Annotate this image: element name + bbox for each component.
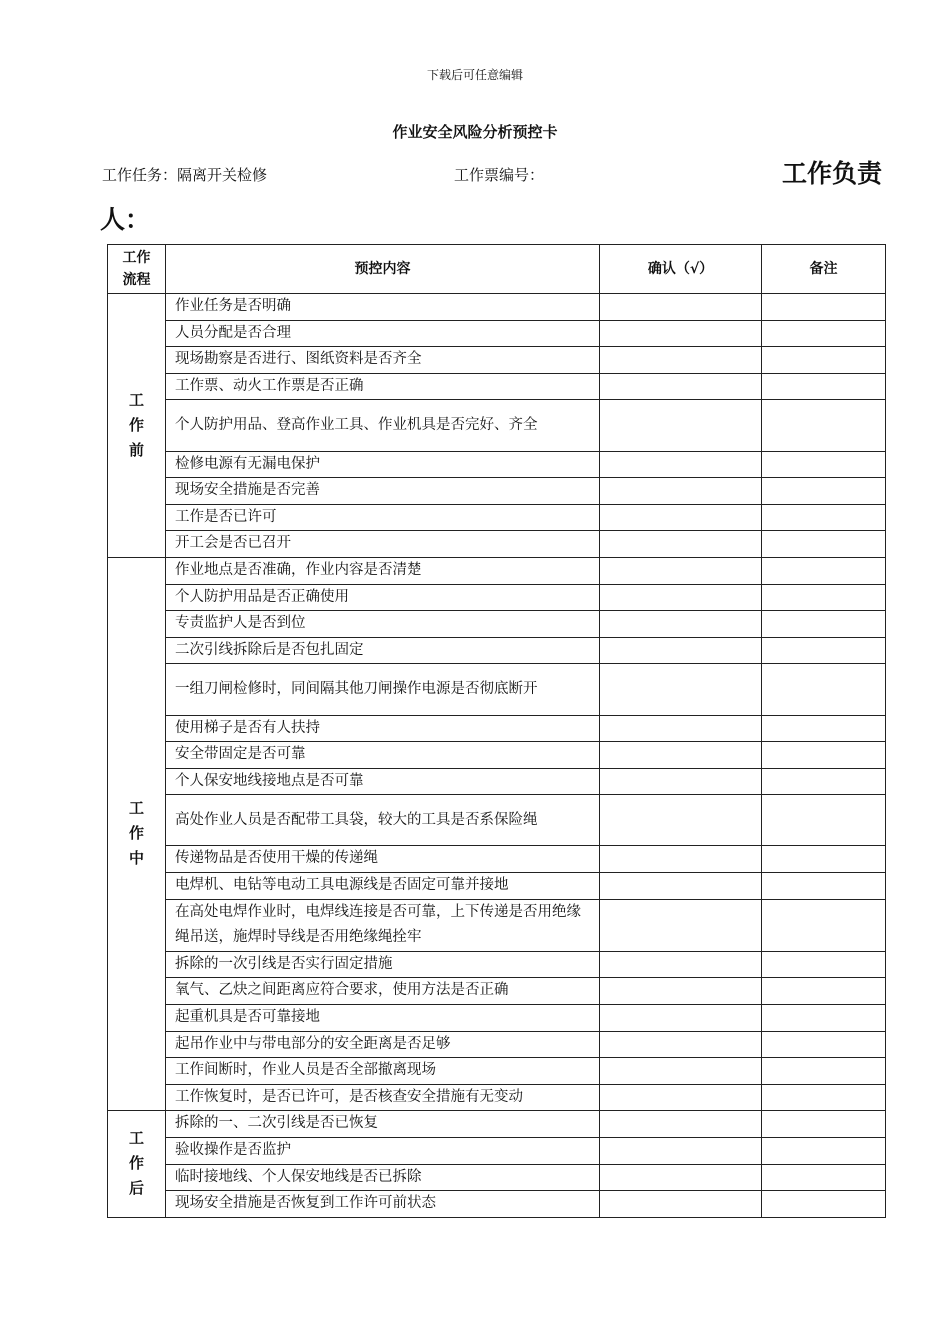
confirm-cell[interactable] xyxy=(600,373,762,400)
remark-cell[interactable] xyxy=(762,637,886,664)
remark-cell[interactable] xyxy=(762,451,886,478)
confirm-cell[interactable] xyxy=(600,795,762,846)
table-row xyxy=(108,715,886,742)
confirm-cell[interactable] xyxy=(600,768,762,795)
phase-before: 工作前 xyxy=(108,294,166,558)
table-row xyxy=(108,899,886,951)
control-item: 传递物品是否使用干燥的传递绳 xyxy=(166,846,600,873)
table-row xyxy=(108,664,886,715)
control-item: 氧气、乙炔之间距离应符合要求，使用方法是否正确 xyxy=(166,978,600,1005)
table-row xyxy=(108,846,886,873)
work-owner-label: 工作负责 xyxy=(781,159,882,188)
control-item: 个人保安地线接地点是否可靠 xyxy=(166,768,600,795)
header-content: 预控内容 xyxy=(166,245,600,294)
remark-cell[interactable] xyxy=(762,478,886,505)
table-row xyxy=(108,1005,886,1032)
table-row xyxy=(108,320,886,347)
control-item: 高处作业人员是否配带工具袋，较大的工具是否系保险绳 xyxy=(166,795,600,846)
table-header-row xyxy=(108,245,886,294)
remark-cell[interactable] xyxy=(762,504,886,531)
control-item: 现场安全措施是否恢复到工作许可前状态 xyxy=(166,1191,600,1218)
table-row xyxy=(108,611,886,638)
document-title: 作业安全风险分析预控卡 xyxy=(392,123,558,141)
confirm-cell[interactable] xyxy=(600,1164,762,1191)
table-row xyxy=(108,742,886,769)
table-row xyxy=(108,1111,886,1138)
confirm-cell[interactable] xyxy=(600,1031,762,1058)
remark-cell[interactable] xyxy=(762,873,886,900)
table-row xyxy=(108,294,886,321)
confirm-cell[interactable] xyxy=(600,478,762,505)
ticket-number-label: 工作票编号： xyxy=(454,166,545,184)
remark-cell[interactable] xyxy=(762,715,886,742)
control-item: 作业任务是否明确 xyxy=(166,294,600,321)
header-confirm: 确认（√） xyxy=(600,245,762,294)
remark-cell[interactable] xyxy=(762,320,886,347)
table-row xyxy=(108,1084,886,1111)
control-item: 起重机具是否可靠接地 xyxy=(166,1005,600,1032)
phase-after: 工作后 xyxy=(108,1111,166,1217)
table-row xyxy=(108,951,886,978)
work-task-label: 工作任务：隔离开关检修 xyxy=(102,166,268,184)
control-item: 工作是否已许可 xyxy=(166,504,600,531)
phase-during: 工作中 xyxy=(108,557,166,1110)
remark-cell[interactable] xyxy=(762,978,886,1005)
table-row xyxy=(108,795,886,846)
table-row xyxy=(108,451,886,478)
table-row xyxy=(108,768,886,795)
remark-cell[interactable] xyxy=(762,1058,886,1085)
control-item: 作业地点是否准确，作业内容是否清楚 xyxy=(166,557,600,584)
table-row xyxy=(108,1058,886,1085)
table-row xyxy=(108,557,886,584)
confirm-cell[interactable] xyxy=(600,899,762,951)
remark-cell[interactable] xyxy=(762,846,886,873)
remark-cell[interactable] xyxy=(762,664,886,715)
table-row xyxy=(108,531,886,558)
remark-cell[interactable] xyxy=(762,899,886,951)
remark-cell[interactable] xyxy=(762,1164,886,1191)
remark-cell[interactable] xyxy=(762,951,886,978)
remark-cell[interactable] xyxy=(762,1111,886,1138)
control-item: 安全带固定是否可靠 xyxy=(166,742,600,769)
meta-row xyxy=(102,160,882,190)
confirm-cell[interactable] xyxy=(600,1111,762,1138)
control-item: 在高处电焊作业时，电焊线连接是否可靠，上下传递是否用绝缘绳吊送，施焊时导线是否用绝缘绳拴牢 xyxy=(166,899,600,951)
confirm-cell[interactable] xyxy=(600,557,762,584)
confirm-cell[interactable] xyxy=(600,1058,762,1085)
table-row xyxy=(108,400,886,451)
control-item: 电焊机、电钻等电动工具电源线是否固定可靠并接地 xyxy=(166,873,600,900)
confirm-cell[interactable] xyxy=(600,294,762,321)
control-item: 开工会是否已召开 xyxy=(166,531,600,558)
table-row xyxy=(108,873,886,900)
control-item: 临时接地线、个人保安地线是否已拆除 xyxy=(166,1164,600,1191)
remark-cell[interactable] xyxy=(762,373,886,400)
remark-cell[interactable] xyxy=(762,1191,886,1218)
table-row xyxy=(108,1191,886,1218)
confirm-cell[interactable] xyxy=(600,531,762,558)
control-item: 二次引线拆除后是否包扎固定 xyxy=(166,637,600,664)
confirm-cell[interactable] xyxy=(600,637,762,664)
table-row xyxy=(108,978,886,1005)
control-item: 验收操作是否监护 xyxy=(166,1138,600,1165)
confirm-cell[interactable] xyxy=(600,451,762,478)
remark-cell[interactable] xyxy=(762,531,886,558)
confirm-cell[interactable] xyxy=(600,873,762,900)
remark-cell[interactable] xyxy=(762,557,886,584)
remark-cell[interactable] xyxy=(762,1031,886,1058)
table-row xyxy=(108,1164,886,1191)
confirm-cell[interactable] xyxy=(600,664,762,715)
confirm-cell[interactable] xyxy=(600,715,762,742)
table-row xyxy=(108,504,886,531)
remark-cell[interactable] xyxy=(762,611,886,638)
remark-cell[interactable] xyxy=(762,795,886,846)
confirm-cell[interactable] xyxy=(600,1005,762,1032)
confirm-cell[interactable] xyxy=(600,846,762,873)
control-item: 现场安全措施是否完善 xyxy=(166,478,600,505)
remark-cell[interactable] xyxy=(762,347,886,374)
confirm-cell[interactable] xyxy=(600,978,762,1005)
table-row xyxy=(108,1031,886,1058)
control-item: 拆除的一、二次引线是否已恢复 xyxy=(166,1111,600,1138)
table-row xyxy=(108,584,886,611)
control-item: 工作票、动火工作票是否正确 xyxy=(166,373,600,400)
remark-cell[interactable] xyxy=(762,294,886,321)
control-item: 使用梯子是否有人扶持 xyxy=(166,715,600,742)
risk-control-table xyxy=(107,244,886,1218)
control-item: 起吊作业中与带电部分的安全距离是否足够 xyxy=(166,1031,600,1058)
remark-cell[interactable] xyxy=(762,1005,886,1032)
control-item: 拆除的一次引线是否实行固定措施 xyxy=(166,951,600,978)
control-item: 人员分配是否合理 xyxy=(166,320,600,347)
table-row xyxy=(108,373,886,400)
confirm-cell[interactable] xyxy=(600,951,762,978)
control-item: 现场勘察是否进行、图纸资料是否齐全 xyxy=(166,347,600,374)
confirm-cell[interactable] xyxy=(600,347,762,374)
confirm-cell[interactable] xyxy=(600,1191,762,1218)
header-process: 工作流程 xyxy=(108,245,166,294)
header-note: 下载后可任意编辑 xyxy=(426,68,523,82)
remark-cell[interactable] xyxy=(762,584,886,611)
work-owner-label-continued: 人： xyxy=(100,205,151,234)
remark-cell[interactable] xyxy=(762,768,886,795)
confirm-cell[interactable] xyxy=(600,1084,762,1111)
confirm-cell[interactable] xyxy=(600,742,762,769)
control-item: 工作间断时，作业人员是否全部撤离现场 xyxy=(166,1058,600,1085)
confirm-cell[interactable] xyxy=(600,1138,762,1165)
control-item: 专责监护人是否到位 xyxy=(166,611,600,638)
remark-cell[interactable] xyxy=(762,1084,886,1111)
control-item: 工作恢复时，是否已许可，是否核查安全措施有无变动 xyxy=(166,1084,600,1111)
control-item: 个人防护用品、登高作业工具、作业机具是否完好、齐全 xyxy=(166,400,600,451)
remark-cell[interactable] xyxy=(762,1138,886,1165)
confirm-cell[interactable] xyxy=(600,611,762,638)
confirm-cell[interactable] xyxy=(600,320,762,347)
table-row xyxy=(108,637,886,664)
table-row xyxy=(108,478,886,505)
control-item: 检修电源有无漏电保护 xyxy=(166,451,600,478)
confirm-cell[interactable] xyxy=(600,584,762,611)
table-row xyxy=(108,1138,886,1165)
remark-cell[interactable] xyxy=(762,742,886,769)
remark-cell[interactable] xyxy=(762,400,886,451)
header-remark: 备注 xyxy=(762,245,886,294)
table-row xyxy=(108,347,886,374)
confirm-cell[interactable] xyxy=(600,504,762,531)
confirm-cell[interactable] xyxy=(600,400,762,451)
control-item: 一组刀闸检修时，同间隔其他刀闸操作电源是否彻底断开 xyxy=(166,664,600,715)
control-item: 个人防护用品是否正确使用 xyxy=(166,584,600,611)
